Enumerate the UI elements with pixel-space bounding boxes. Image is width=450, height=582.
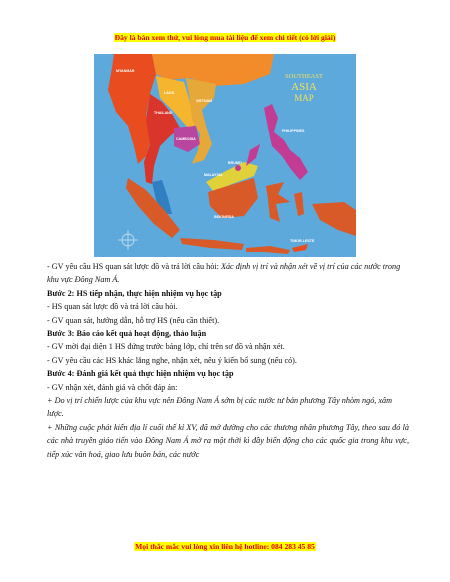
- preview-notice-text: Đây là bản xem thử, vui lòng mua tài liệu để xem chi tiết (có lời giải): [114, 33, 336, 42]
- preview-notice-banner: [0, 27, 450, 45]
- label-myanmar: MYANMAR: [116, 69, 135, 73]
- compass-rose-icon: [118, 230, 138, 250]
- paragraph-step4-b: + Do vị trí chiến lược của khu vực nên Đông Nam Á sớm bị các nước tư bản phương Tây nhòm ngó, xâm lược.: [47, 396, 393, 419]
- lesson-content: [47, 260, 409, 461]
- label-timor: TIMOR-LESTE: [290, 239, 315, 243]
- label-thailand: THAILAND: [154, 111, 173, 115]
- sulawesi-shape: [266, 182, 290, 222]
- southeast-asia-map: [94, 54, 356, 257]
- label-brunei: BRUNEI: [228, 161, 242, 165]
- label-laos: LAOS: [164, 91, 174, 95]
- brunei-marker: [235, 165, 241, 171]
- task-question: Xác định vị trí và nhận xét về vị trí của các nước trong khu vực Đông Nam Á.: [47, 262, 401, 285]
- label-malaysia: MALAYSIA: [204, 173, 223, 177]
- map-illustration: [94, 54, 356, 257]
- paragraph-step2-b: - GV quan sát, hướng dẫn, hỗ trợ HS (nếu cần thiết).: [47, 315, 220, 325]
- paragraph-step3-b: - GV yêu cầu các HS khác lắng nghe, nhận xét, nêu ý kiến bổ sung (nếu có).: [47, 355, 297, 365]
- paragraph-step3-a: - GV mời đại diện 1 HS đứng trước bảng lớp, chỉ trên sơ đồ và nhận xét.: [47, 342, 285, 352]
- palawan-shape: [246, 144, 260, 166]
- label-cambodia: CAMBODIA: [176, 137, 196, 141]
- label-indonesia: INDONESIA: [214, 215, 234, 219]
- java-shape: [180, 238, 244, 250]
- hotline-text: Mọi thắc mắc vui lòng xin liên hệ hotline: 084 283 45 85: [135, 542, 315, 551]
- step-2-heading: Bước 2: HS tiếp nhận, thực hiện nhiệm vụ học tập: [47, 288, 222, 298]
- hotline-footer: [0, 536, 450, 554]
- timor-shape: [292, 244, 308, 252]
- maluku-shape: [294, 192, 304, 216]
- sumatra-shape: [126, 178, 180, 238]
- paragraph-step4-c: + Những cuộc phát kiến địa lí cuối thế kỉ XV, đã mở đường cho các thương nhân phương Tây, theo sau đó là các nhà truyền giáo tiến vào Đông Nam Á mở ra một thời kì đầy biến động cho các quốc gia trong khu vực, tiếp xúc văn hoá, giao lưu buôn bán, các nước: [47, 422, 409, 459]
- label-philippines: PHILIPPINES: [282, 129, 305, 133]
- papua-shape: [312, 202, 356, 236]
- paragraph-step4-a: - GV nhận xét, đánh giá và chốt đáp án:: [47, 382, 178, 392]
- map-title-line2: ASIA: [291, 81, 317, 93]
- label-vietnam: VIETNAM: [196, 99, 213, 103]
- map-title-line3: MAP: [294, 93, 314, 103]
- task-text: - GV yêu cầu HS quan sát lược đồ và trả lời câu hỏi:: [47, 262, 221, 271]
- philippines-shape: [264, 104, 308, 180]
- map-title-line1: SOUTHEAST: [285, 73, 323, 80]
- paragraph-step2-a: - HS quan sát lược đồ và trả lời câu hỏi.: [47, 302, 178, 312]
- lesser-sunda-shape: [246, 246, 290, 254]
- paragraph-task: [47, 260, 409, 287]
- step-4-heading: Bước 4: Đánh giá kết quả thực hiện nhiệm vụ học tập: [47, 369, 234, 379]
- step-3-heading: Bước 3: Báo cáo kết quả hoạt động, thảo luận: [47, 329, 207, 339]
